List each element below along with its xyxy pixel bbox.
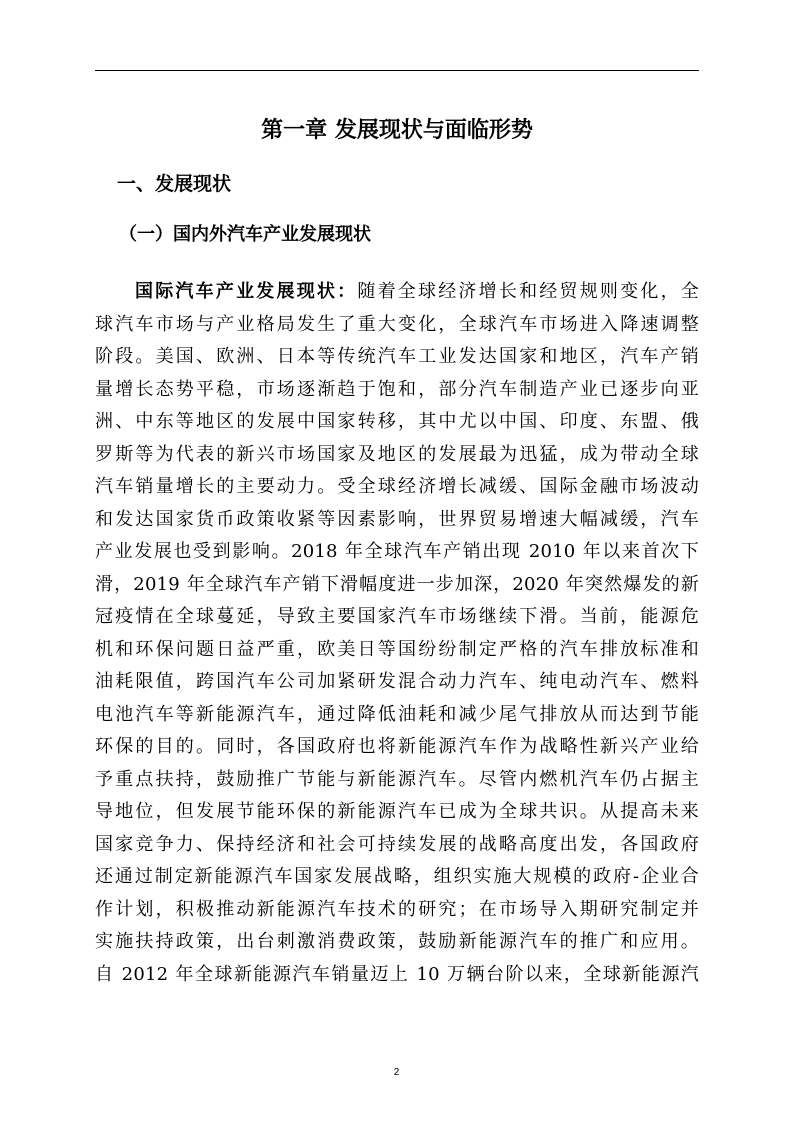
paragraph-line: 作计划，积极推动新能源汽车技术的研究；在市场导入期研究制定并 <box>95 898 699 920</box>
paragraph-line: 国家竞争力、保持经济和社会可持续发展的战略高度出发，各国政府 <box>95 833 699 855</box>
paragraph-line: 洲、中东等地区的发展中国家转移，其中尤以中国、印度、东盟、俄 <box>95 411 699 432</box>
paragraph-line: 阶段。美国、欧洲、日本等传统汽车工业发达国家和地区，汽车产销 <box>95 346 699 367</box>
paragraph-line: 机和环保问题日益严重，欧美日等国纷纷制定严格的汽车排放标准和 <box>95 638 699 660</box>
paragraph-line: 实施扶持政策，出台刺激消费政策，鼓励新能源汽车的推广和应用。 <box>95 931 699 952</box>
paragraph-line: 还通过制定新能源汽车国家发展战略，组织实施大规模的政府-企业合 <box>95 866 699 887</box>
paragraph-line <box>95 276 699 309</box>
paragraph-line: 导地位，但发展节能环保的新能源汽车已成为全球共识。从提高未来 <box>95 801 699 822</box>
subsection-heading: （一）国内外汽车产业发展现状 <box>119 224 371 245</box>
paragraph-line: 油耗限值，跨国汽车公司加紧研发混合动力汽车、纯电动汽车、燃料 <box>95 671 699 692</box>
paragraph-lead-label: 国际汽车产业发展现状： <box>135 281 358 302</box>
paragraph-line: 和发达国家货币政策收紧等因素影响，世界贸易增速大幅减缓，汽车 <box>95 508 699 530</box>
paragraph-line: 量增长态势平稳，市场逐渐趋于饱和，部分汽车制造产业已逐步向亚 <box>95 378 699 400</box>
page-number: 2 <box>393 1067 400 1078</box>
paragraph-line: 汽车销量增长的主要动力。受全球经济增长减缓、国际金融市场波动 <box>95 476 699 497</box>
paragraph-line: 球汽车市场与产业格局发生了重大变化，全球汽车市场进入降速调整 <box>95 313 699 335</box>
paragraph-line-text: 随着全球经济增长和经贸规则变化，全 <box>357 281 699 302</box>
paragraph-line: 环保的目的。同时，各国政府也将新能源汽车作为战略性新兴产业给 <box>95 736 699 757</box>
paragraph-line: 予重点扶持，鼓励推广节能与新能源汽车。尽管内燃机汽车仍占据主 <box>95 768 699 790</box>
paragraph-line: 电池汽车等新能源汽车，通过降低油耗和减少尾气排放从而达到节能 <box>95 703 699 725</box>
header-rule <box>95 70 699 71</box>
section-heading: 一、发展现状 <box>117 173 232 195</box>
paragraph-line: 产业发展也受到影响。2018 年全球汽车产销出现 2010 年以来首次下 <box>95 541 699 562</box>
paragraph-line: 自 2012 年全球新能源汽车销量迈上 10 万辆台阶以来，全球新能源汽 <box>95 963 699 985</box>
chapter-title: 第一章 发展现状与面临形势 <box>261 118 533 143</box>
paragraph-line: 冠疫情在全球蔓延，导致主要国家汽车市场继续下滑。当前，能源危 <box>95 606 699 627</box>
paragraph-line: 滑，2019 年全球汽车产销下滑幅度进一步加深，2020 年突然爆发的新 <box>95 573 699 595</box>
body-paragraph <box>95 276 699 991</box>
paragraph-line: 罗斯等为代表的新兴市场国家及地区的发展最为迅猛，成为带动全球 <box>95 443 699 465</box>
